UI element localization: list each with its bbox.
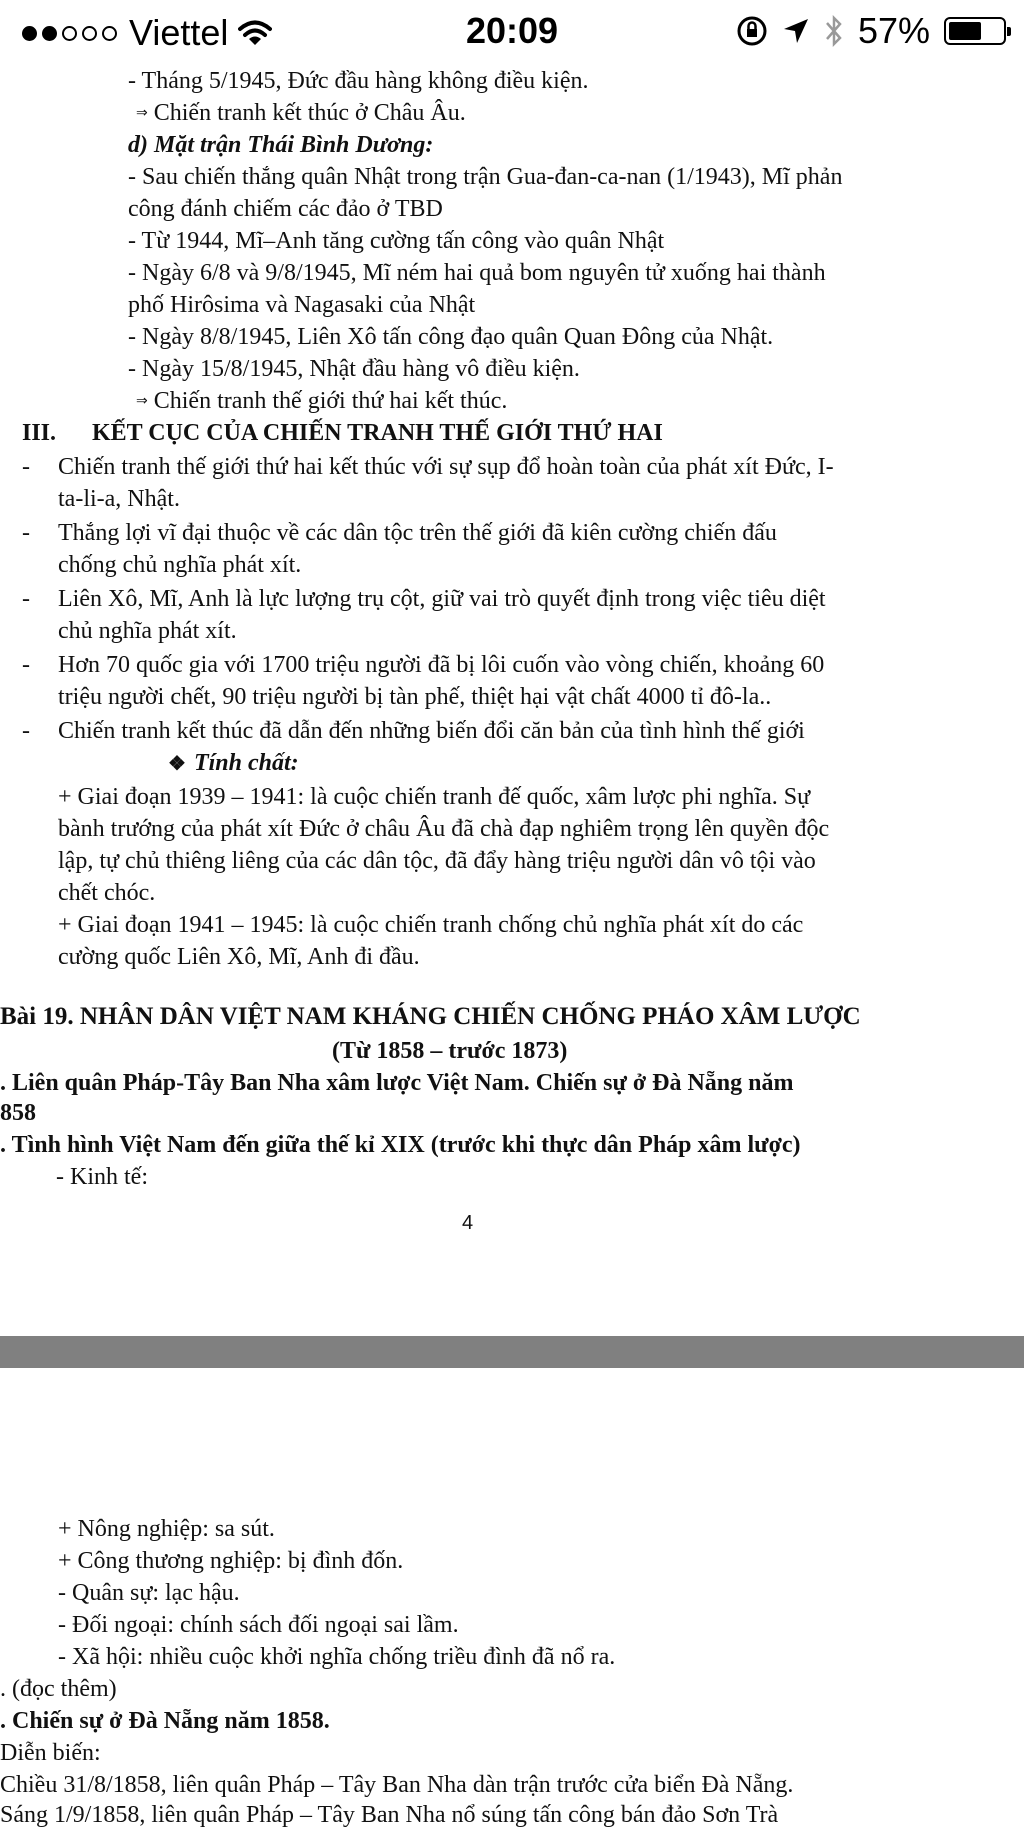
text-line: Sáng 1/9/1858, liên quân Pháp – Tây Ban Nha nổ súng tấn công bán đảo Sơn Trà — [0, 1802, 779, 1828]
list-item: ta-li-a, Nhật. — [58, 486, 180, 512]
text-line: chết chóc. — [58, 880, 156, 906]
battery-percentage: 57% — [857, 10, 930, 51]
subheading: d) Mặt trận Thái Bình Dương: — [128, 132, 434, 158]
lesson-subtitle: (Từ 1858 – trước 1873) — [332, 1038, 568, 1064]
list-item: triệu người chết, 90 triệu người bị tàn phế, thiệt hại vật chất 4000 tỉ đô-la.. — [58, 684, 772, 710]
bullet-dash: - — [22, 454, 30, 480]
subheading: ❖ Tính chất: — [168, 750, 299, 776]
text-line: Chiều 31/8/1858, liên quân Pháp – Tây Ban Nha dàn trận trước cửa biển Đà Nẵng. — [0, 1772, 794, 1798]
heading: . Tình hình Việt Nam đến giữa thế kỉ XIX (trước khi thực dân Pháp xâm lược) — [0, 1132, 801, 1158]
text-line: + Giai đoạn 1939 – 1941: là cuộc chiến tranh đế quốc, xâm lược phi nghĩa. Sự — [58, 784, 811, 810]
arrow-symbol-icon: ⇒ — [136, 394, 148, 410]
text-line: - Ngày 15/8/1945, Nhật đầu hàng vô điều kiện. — [128, 356, 580, 382]
text-line: công đánh chiếm các đảo ở TBD — [128, 196, 443, 222]
bullet-dash: - — [22, 520, 30, 546]
bluetooth-icon — [824, 14, 844, 48]
section-title: KẾT CỤC CỦA CHIẾN TRANH THẾ GIỚI THỨ HAI — [92, 420, 663, 446]
page-number: 4 — [462, 1212, 474, 1234]
list-item: Chiến tranh thế giới thứ hai kết thúc với sự sụp đổ hoàn toàn của phát xít Đức, I- — [58, 454, 834, 480]
location-icon — [782, 17, 810, 45]
text-line: ⇒ Chiến tranh thế giới thứ hai kết thúc. — [136, 388, 508, 414]
heading: . Chiến sự ở Đà Nẵng năm 1858. — [0, 1708, 330, 1734]
diamond-bullet-icon: ❖ — [168, 753, 186, 775]
text-line: ⇒ Chiến tranh kết thúc ở Châu Âu. — [136, 100, 466, 126]
section-number: III. — [22, 420, 57, 446]
bullet-dash: - — [22, 718, 30, 744]
text-line: - Quân sự: lạc hậu. — [58, 1580, 240, 1606]
battery-icon — [944, 17, 1006, 45]
text-line: - Ngày 6/8 và 9/8/1945, Mĩ ném hai quả bom nguyên tử xuống hai thành — [128, 260, 826, 286]
list-item: chủ nghĩa phát xít. — [58, 618, 237, 644]
text-line: - Tháng 5/1945, Đức đầu hàng không điều kiện. — [128, 68, 589, 94]
status-bar — [0, 0, 1024, 64]
text-line: - Từ 1944, Mĩ–Anh tăng cường tấn công vào quân Nhật — [128, 228, 665, 254]
text-line: - Ngày 8/8/1945, Liên Xô tấn công đạo quân Quan Đông của Nhật. — [128, 324, 774, 350]
list-item: Chiến tranh kết thúc đã dẫn đến những biến đổi căn bản của tình hình thế giới — [58, 718, 805, 744]
list-item: Liên Xô, Mĩ, Anh là lực lượng trụ cột, giữ vai trò quyết định trong việc tiêu diệt — [58, 586, 826, 612]
text-line: - Sau chiến thắng quân Nhật trong trận Gua-đan-ca-nan (1/1943), Mĩ phản — [128, 164, 843, 190]
lesson-title: Bài 19. NHÂN DÂN VIỆT NAM KHÁNG CHIẾN CHỐNG PHÁO XÂM LƯỢC — [0, 1003, 861, 1030]
text-line: cường quốc Liên Xô, Mĩ, Anh đi đầu. — [58, 944, 420, 970]
list-item: Hơn 70 quốc gia với 1700 triệu người đã bị lôi cuốn vào vòng chiến, khoảng 60 — [58, 652, 825, 678]
text-line: . (đọc thêm) — [0, 1676, 117, 1702]
text-line: - Đối ngoại: chính sách đối ngoại sai lầm. — [58, 1612, 459, 1638]
text-line: + Công thương nghiệp: bị đình đốn. — [58, 1548, 404, 1574]
text-line: - Kinh tế: — [56, 1164, 148, 1190]
text-line: Diễn biến: — [0, 1740, 101, 1766]
heading: . Liên quân Pháp-Tây Ban Nha xâm lược Việt Nam. Chiến sự ở Đà Nẵng năm — [0, 1070, 794, 1096]
carrier-name: Viettel — [129, 12, 229, 53]
clock: 20:09 — [465, 10, 559, 51]
list-item: chống chủ nghĩa phát xít. — [58, 552, 302, 578]
page-separator — [0, 1336, 1024, 1368]
bullet-dash: - — [22, 652, 30, 678]
list-item: Thắng lợi vĩ đại thuộc về các dân tộc trên thế giới đã kiên cường chiến đấu — [58, 520, 777, 546]
orientation-lock-icon — [736, 15, 768, 47]
text-line: + Giai đoạn 1941 – 1945: là cuộc chiến tranh chống chủ nghĩa phát xít do các — [58, 912, 804, 938]
arrow-symbol-icon: ⇒ — [136, 106, 148, 122]
bullet-dash: - — [22, 586, 30, 612]
text-line: bành trướng của phát xít Đức ở châu Âu đã chà đạp nghiêm trọng lên quyền độc — [58, 816, 830, 842]
text-line: - Xã hội: nhiều cuộc khởi nghĩa chống triều đình đã nổ ra. — [58, 1644, 616, 1670]
heading: 858 — [0, 1100, 36, 1126]
text-line: lập, tự chủ thiêng liêng của các dân tộc, đã đẩy hàng triệu người dân vô tội vào — [58, 848, 816, 874]
text-line: + Nông nghiệp: sa sút. — [58, 1516, 275, 1542]
text-line: phố Hirôsima và Nagasaki của Nhật — [128, 292, 476, 318]
